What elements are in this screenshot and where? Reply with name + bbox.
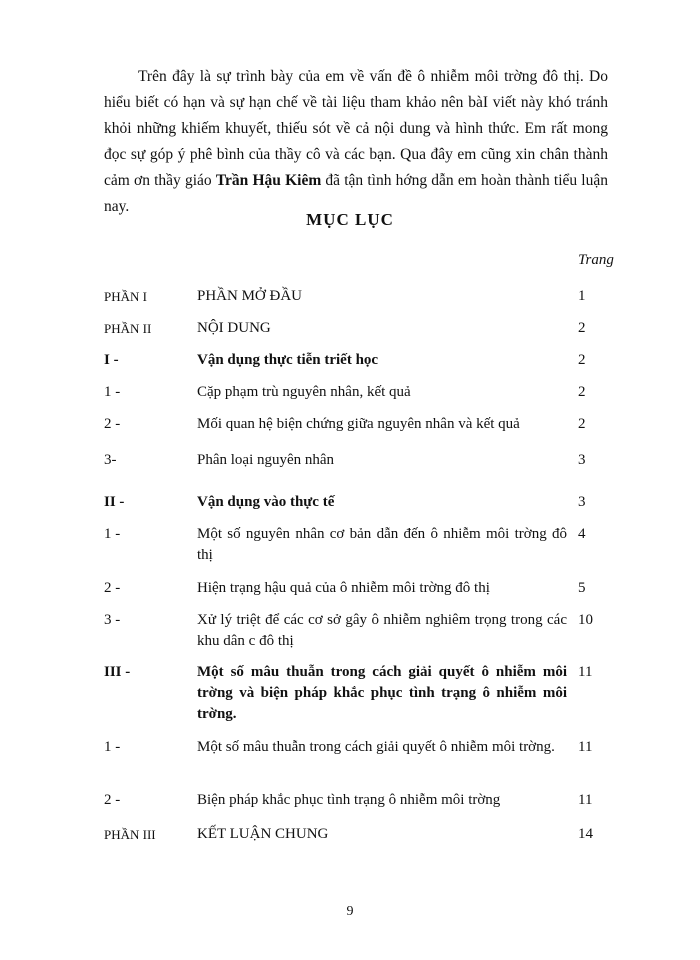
toc-row-title: KẾT LUẬN CHUNG bbox=[197, 826, 329, 842]
intro-paragraph bbox=[104, 64, 608, 220]
toc-row-page: 11 bbox=[578, 739, 593, 755]
toc-row-title: Một số mâu thuẫn trong cách giải quyết ô nhiễm môi trờng và biện pháp khắc phục tình trạng ô nhiễm môi trờng. bbox=[197, 664, 567, 722]
toc-row-page: 3 bbox=[578, 494, 586, 510]
toc-row-page: 2 bbox=[578, 352, 586, 368]
toc-row-title: PHẦN MỞ ĐẦU bbox=[197, 288, 303, 304]
toc-heading: MỤC LỤC bbox=[306, 210, 394, 229]
toc-row-number: 1 - bbox=[104, 526, 121, 542]
toc-row-number: II - bbox=[104, 494, 125, 510]
intro-text-part1: Trên đây là sự trình bày của em về vấn đề ô nhiễm môi trờng đô thị. Do hiểu biết có hạn và sự hạn chế về tài liệu tham khảo nên bàI viết này khó tránh khỏi những khiếm khuyết, thiếu sót về cả nội dung và hình thức. Em rất mong đọc sự góp ý phê bình của thầy cô và các bạn. Qua đây em cũng xin chân thành cảm ơn thầy giáo bbox=[104, 68, 608, 189]
toc-row-number: 3 - bbox=[104, 612, 121, 628]
toc-row-page: 5 bbox=[578, 580, 586, 596]
toc-row-title: Một số mâu thuẫn trong cách giải quyết ô nhiễm môi trờng. bbox=[197, 739, 555, 755]
toc-row-title: Xử lý triệt để các cơ sở gây ô nhiễm nghiêm trọng trong các khu dân c đô thị bbox=[197, 612, 567, 649]
toc-page-column-label: Trang bbox=[578, 252, 614, 268]
toc-row-title: NỘI DUNG bbox=[197, 320, 271, 336]
toc-row-title: Phân loại nguyên nhân bbox=[197, 452, 335, 468]
toc-row-number: 2 - bbox=[104, 792, 121, 808]
toc-row-title: Biện pháp khắc phục tình trạng ô nhiễm môi trờng bbox=[197, 792, 501, 808]
toc-row-title: Một số nguyên nhân cơ bản dẫn đến ô nhiễm môi trờng đô thị bbox=[197, 526, 567, 563]
toc-row-page: 14 bbox=[578, 826, 593, 842]
toc-row-number: 3- bbox=[104, 452, 117, 468]
toc-row-number: PHẦN III bbox=[104, 827, 156, 842]
toc-row-number: PHẦN I bbox=[104, 289, 147, 304]
teacher-name: Trần Hậu Kiêm bbox=[215, 172, 322, 189]
toc-row-title: Mối quan hệ biện chứng giữa nguyên nhân và kết quả bbox=[197, 416, 520, 432]
toc-row-number: III - bbox=[104, 664, 131, 680]
toc-row-page: 2 bbox=[578, 384, 586, 400]
toc-row-title: Hiện trạng hậu quả của ô nhiễm môi trờng đô thị bbox=[197, 580, 490, 596]
toc-row-page: 11 bbox=[578, 792, 593, 808]
toc-row-title: Cặp phạm trù nguyên nhân, kết quả bbox=[197, 384, 411, 400]
toc-row-page: 2 bbox=[578, 320, 586, 336]
toc-row-page: 2 bbox=[578, 416, 586, 432]
toc-row-page: 11 bbox=[578, 664, 593, 680]
toc-row-number: PHẦN II bbox=[104, 321, 152, 336]
toc-row-title: Vận dụng vào thực tế bbox=[197, 494, 335, 510]
toc-row-number: I - bbox=[104, 352, 119, 368]
toc-row-number: 2 - bbox=[104, 416, 121, 432]
toc-row-number: 2 - bbox=[104, 580, 121, 596]
toc-row-page: 10 bbox=[578, 612, 593, 628]
page-number: 9 bbox=[346, 904, 354, 919]
toc-row-number: 1 - bbox=[104, 739, 121, 755]
toc-row-title: Vận dụng thực tiễn triết học bbox=[197, 352, 379, 368]
intro-text-part2: đã tận tình hớng dẫn em hoàn thành tiểu luận nay. bbox=[104, 172, 608, 215]
toc-row-page: 1 bbox=[578, 288, 586, 304]
toc-row-number: 1 - bbox=[104, 384, 121, 400]
toc-row-page: 4 bbox=[578, 526, 586, 542]
toc-row-page: 3 bbox=[578, 452, 586, 468]
